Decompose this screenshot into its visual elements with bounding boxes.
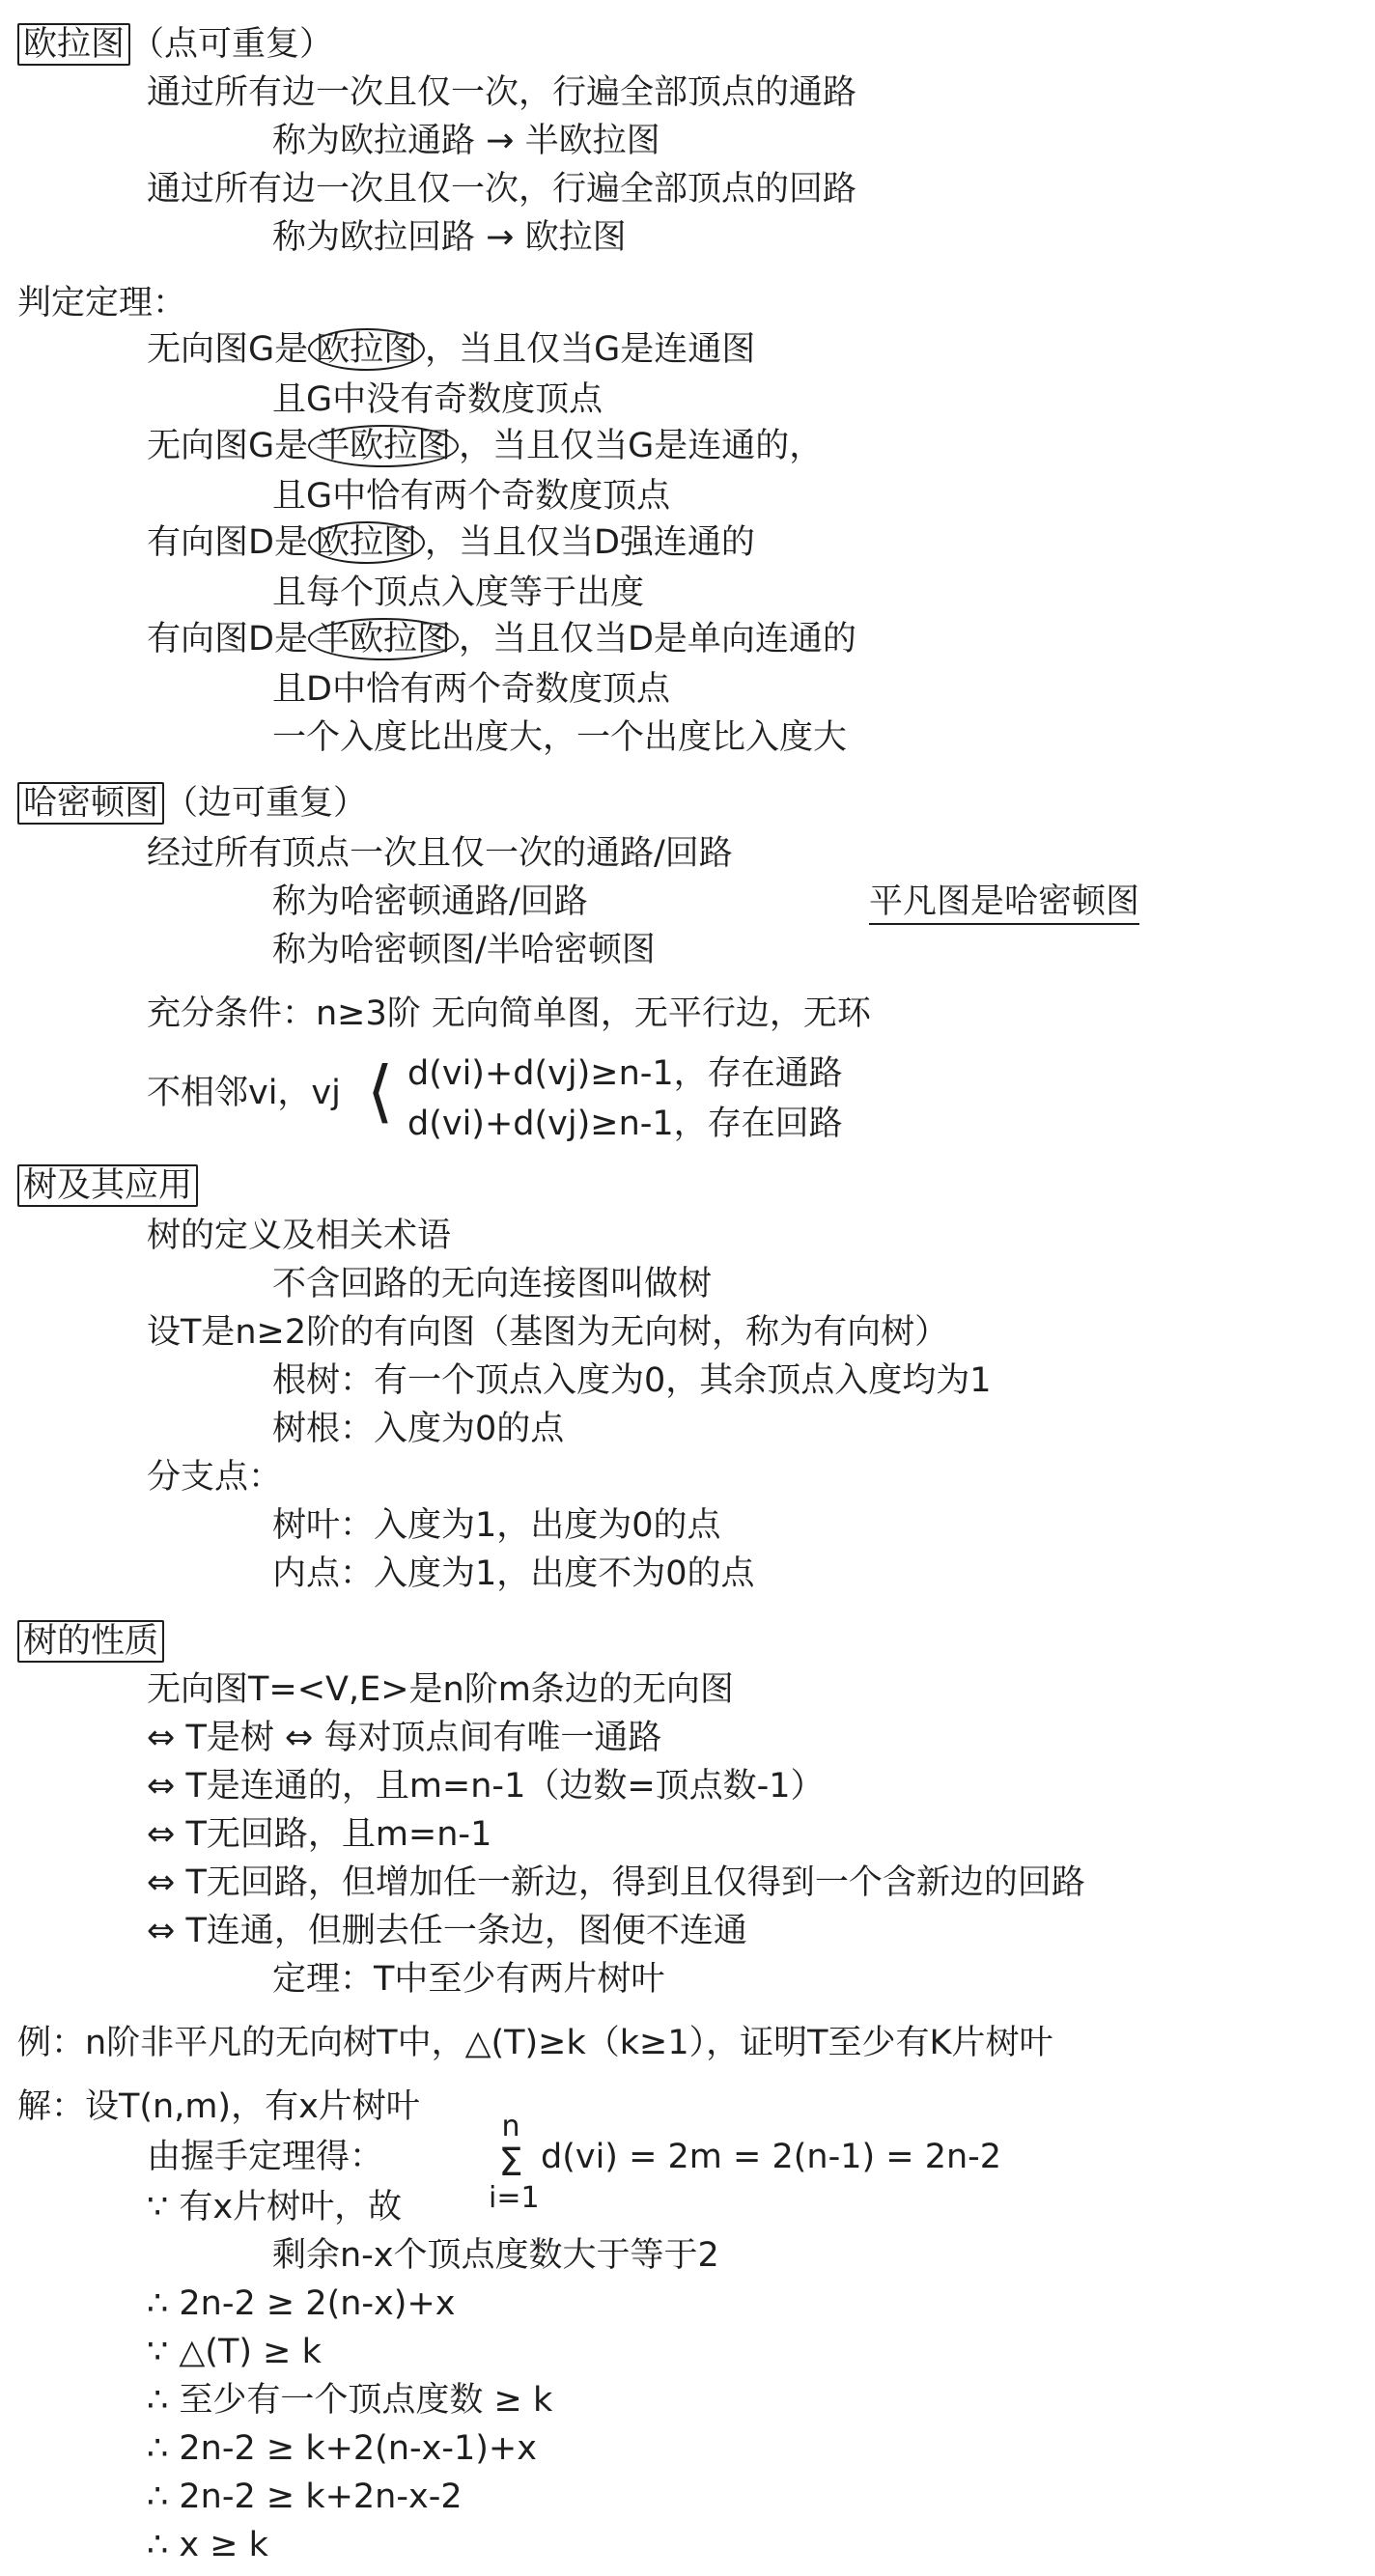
solution-line-8: ∴ 2n-2 ≥ k+2(n-x-1)+x (147, 2429, 537, 2468)
handshake-equation: d(vi) = 2m = 2(n-1) = 2n-2 (541, 2138, 1002, 2176)
theorem-4: 有向图D是 半欧拉图 ，当且仅当D是单向连通的 (147, 620, 856, 658)
solution-line-1: 解：设T(n,m)，有x片树叶 (17, 2087, 420, 2126)
circled-euler-graph: 欧拉图 (308, 521, 425, 564)
theorem-4-cond: 且D中恰有两个奇数度顶点 (272, 670, 670, 709)
left-angle-bracket: ⟨ (367, 1051, 394, 1131)
theorem-title: 判定定理： (17, 284, 187, 322)
solution-line-5: ∴ 2n-2 ≥ 2(n-x)+x (147, 2284, 456, 2323)
euler-note: （点可重复） (130, 25, 334, 64)
solution-line-3: ∵ 有x片树叶，故 (147, 2188, 403, 2226)
hamilton-note: （边可重复） (164, 784, 368, 823)
props-line-3: ⇔ T是连通的，且m=n-1（边数=顶点数-1） (147, 1767, 825, 1806)
props-title: 树的性质 (17, 1620, 164, 1663)
euler-line-1: 通过所有边一次且仅一次，行遍全部顶点的通路 (147, 73, 857, 112)
circled-euler-graph: 欧拉图 (308, 328, 425, 371)
sum-lower: i=1 (489, 2181, 540, 2215)
props-line-6: ⇔ T连通，但删去任一条边，图便不连通 (147, 1912, 747, 1950)
hamilton-heading (17, 780, 367, 826)
euler-heading (17, 21, 333, 68)
tree-line-8: 内点：入度为1，出度不为0的点 (272, 1554, 755, 1593)
solution-line-9: ∴ 2n-2 ≥ k+2n-x-2 (147, 2478, 463, 2516)
hamilton-line-2: 称为哈密顿通路/回路 (272, 882, 588, 921)
sum-upper: n (501, 2110, 520, 2143)
theorem-3: 有向图D是 欧拉图 ，当且仅当D强连通的 (147, 523, 755, 562)
tree-line-4: 根树：有一个顶点入度为0，其余顶点入度均为1 (272, 1361, 992, 1400)
theorem-4-cond-2: 一个入度比出度大，一个出度比入度大 (272, 718, 848, 757)
tree-line-3: 设T是n≥2阶的有向图（基图为无向树，称为有向树） (147, 1313, 949, 1352)
circled-semi-euler-graph: 半欧拉图 (308, 425, 459, 467)
theorem-3-cond: 且每个顶点入度等于出度 (272, 574, 645, 612)
props-line-4: ⇔ T无回路，且m=n-1 (147, 1815, 492, 1854)
tree-line-1: 树的定义及相关术语 (147, 1217, 452, 1255)
solution-line-6: ∵ △(T) ≥ k (147, 2333, 322, 2371)
tree-line-5: 树根：入度为0的点 (272, 1410, 565, 1448)
euler-line-2: 称为欧拉通路 → 半欧拉图 (272, 122, 660, 160)
example-question: 例：n阶非平凡的无向树T中，△(T)≥k（k≥1），证明T至少有K片树叶 (17, 2024, 1053, 2062)
summation (489, 2110, 540, 2215)
hamilton-cond-cycle: d(vi)+d(vj)≥n-1，存在回路 (407, 1105, 843, 1143)
circled-semi-euler-graph: 半欧拉图 (308, 618, 459, 660)
sigma-icon: Σ (498, 2141, 523, 2185)
tree-line-2: 不含回路的无向连接图叫做树 (272, 1265, 713, 1303)
props-line-1: 无向图T=<V,E>是n阶m条边的无向图 (147, 1670, 734, 1709)
hamilton-sufficient: 充分条件：n≥3阶 无向简单图，无平行边，无环 (147, 994, 871, 1033)
solution-line-7: ∴ 至少有一个顶点度数 ≥ k (147, 2381, 553, 2420)
props-line-7: 定理：T中至少有两片树叶 (272, 1960, 665, 1999)
hamilton-title: 哈密顿图 (17, 782, 164, 825)
solution-line-2: 由握手定理得： (147, 2138, 384, 2176)
hamilton-line-3: 称为哈密顿图/半哈密顿图 (272, 931, 656, 969)
theorem-1-cond: 且G中没有奇数度顶点 (272, 380, 603, 419)
hamilton-side-note: 平凡图是哈密顿图 (869, 879, 1139, 925)
theorem-2: 无向图G是 半欧拉图 ，当且仅当G是连通的， (147, 427, 824, 465)
tree-line-6: 分支点： (147, 1458, 283, 1497)
theorem-1: 无向图G是 欧拉图 ，当且仅当G是连通图 (147, 330, 756, 369)
hamilton-line-1: 经过所有顶点一次且仅一次的通路/回路 (147, 834, 733, 873)
theorem-2-cond: 且G中恰有两个奇数度顶点 (272, 477, 671, 516)
props-line-5: ⇔ T无回路，但增加任一新边，得到且仅得到一个含新边的回路 (147, 1863, 1085, 1902)
props-heading (17, 1618, 164, 1665)
tree-title: 树及其应用 (17, 1164, 198, 1207)
hamilton-cond-path: d(vi)+d(vj)≥n-1，存在通路 (407, 1054, 843, 1093)
hamilton-nonadjacent: 不相邻vi，vj (147, 1074, 341, 1112)
solution-line-4: 剩余n-x个顶点度数大于等于2 (272, 2236, 719, 2275)
tree-line-7: 树叶：入度为1，出度为0的点 (272, 1506, 721, 1545)
euler-line-3: 通过所有边一次且仅一次，行遍全部顶点的回路 (147, 170, 857, 209)
props-line-2: ⇔ T是树 ⇔ 每对顶点间有唯一通路 (147, 1719, 662, 1757)
euler-line-4: 称为欧拉回路 → 欧拉图 (272, 218, 627, 257)
tree-heading (17, 1162, 198, 1209)
solution-line-10: ∴ x ≥ k (147, 2526, 268, 2564)
euler-title: 欧拉图 (17, 23, 130, 66)
